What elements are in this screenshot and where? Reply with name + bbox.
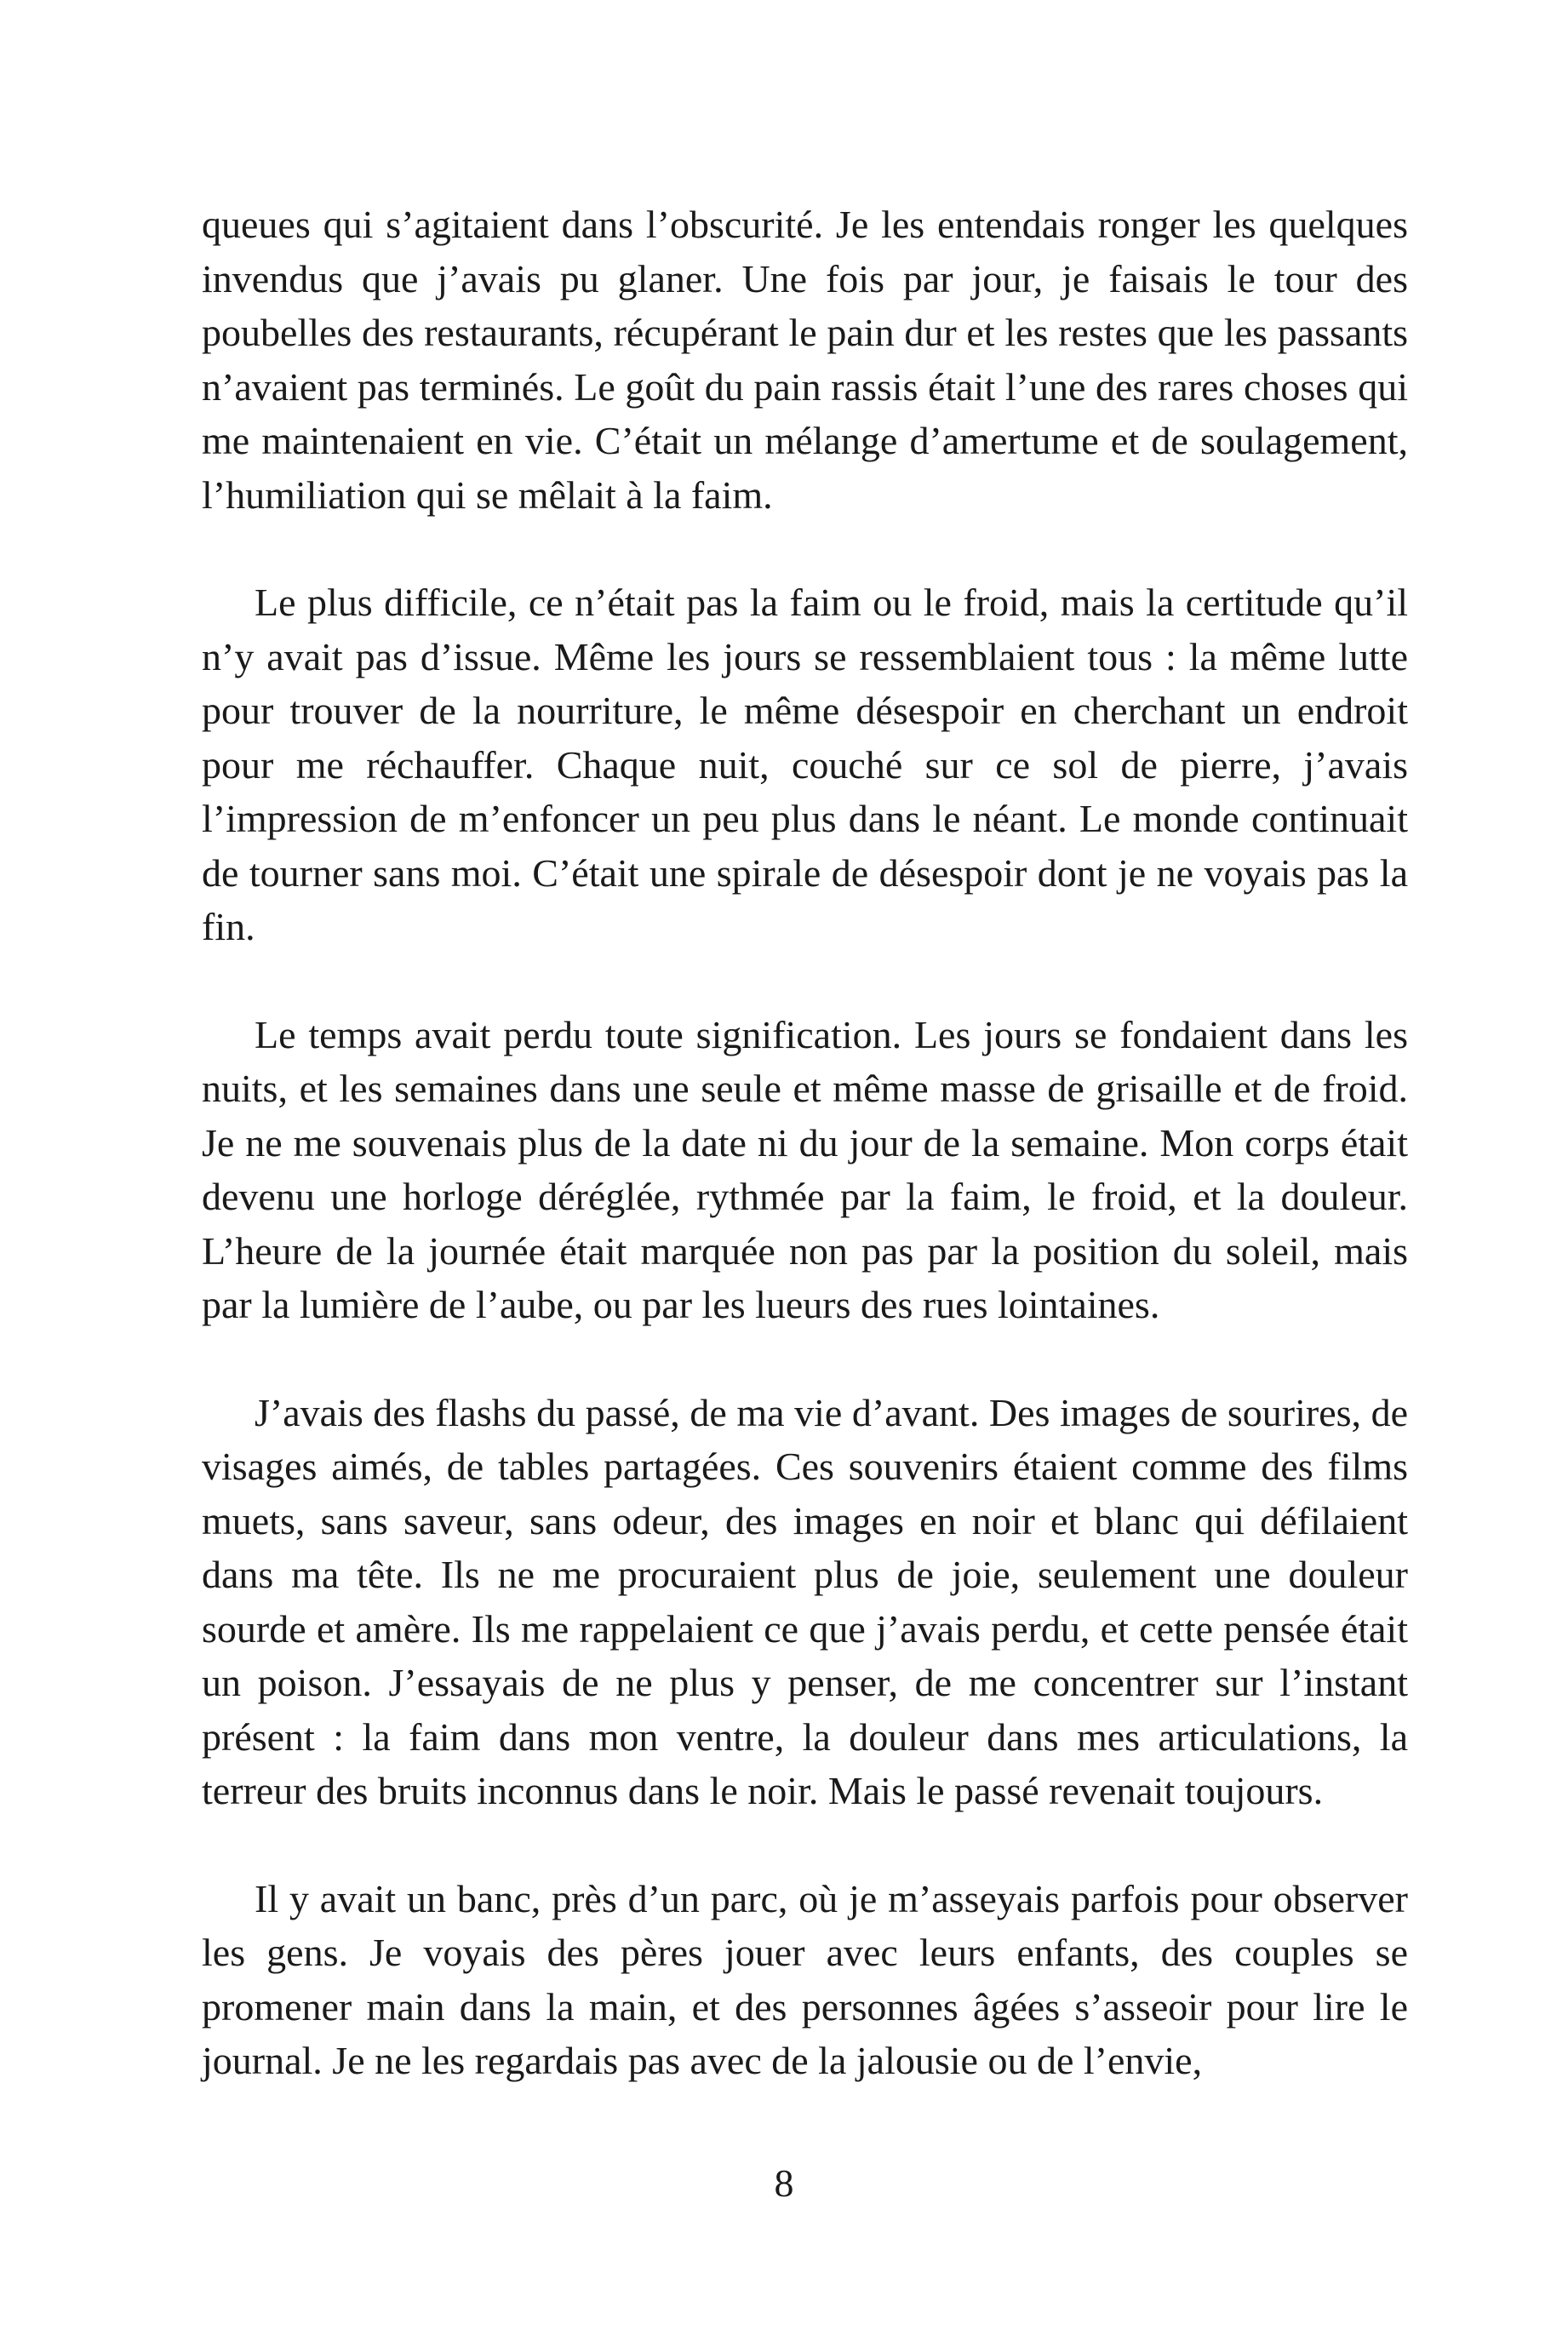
paragraph-4: J’avais des flashs du passé, de ma vie d’avant. Des images de sourires, de visages aimés, de tables partagées. Ces souvenirs étaient comme des films muets, sans saveur, sans odeur, des images en noir et blanc qui défilaient dans ma tête. Ils ne me procuraient plus de joie, seulement une douleur sourde et amère. Ils me rappelaient ce que j’avais perdu, et cette pensée était un poison. J’essayais de ne plus y penser, de me concentrer sur l’instant présent : la faim dans mon ventre, la douleur dans mes articulations, la terreur des bruits inconnus dans le noir. Mais le passé revenait toujours. bbox=[202, 1390, 1408, 1812]
paragraph-3: Le temps avait perdu toute signification. Les jours se fondaient dans les nuits, et les semaines dans une seule et même masse de grisaille et de froid. Je ne me souvenais plus de la date ni du jour de la semaine. Mon corps était devenu une horloge déréglée, rythmée par la faim, le froid, et la douleur. L’heure de la journée était marquée non pas par la position du soleil, mais par la lumière de l’aube, ou par les lueurs des rues lointaines. bbox=[202, 1012, 1408, 1326]
page-number: 8 bbox=[774, 2161, 794, 2205]
paragraph-2: Le plus difficile, ce n’était pas la faim ou le froid, mais la certitude qu’il n’y avait pas d’issue. Même les jours se ressemblaient tous : la même lutte pour trouver de la nourriture, le même désespoir en cherchant un endroit pour me réchauffer. Chaque nuit, couché sur ce sol de pierre, j’avais l’impression de m’enfoncer un peu plus dans le néant. Le monde continuait de tourner sans moi. C’était une spirale de désespoir dont je ne voyais pas la fin. bbox=[202, 581, 1408, 948]
paragraph-5: Il y avait un banc, près d’un parc, où je m’asseyais parfois pour observer les gens. Je voyais des pères jouer avec leurs enfants, des couples se promener main dans la main, et des personnes âgées s’asseoir pour lire le journal. Je ne les regardais pas avec de la jalousie ou de l’envie, bbox=[202, 1876, 1408, 2082]
body-text bbox=[202, 197, 1408, 2088]
paragraph-1: queues qui s’agitaient dans l’obscurité. Je les entendais ronger les quelques invendus que j’avais pu glaner. Une fois par jour, je faisais le tour des poubelles des restaurants, récupérant le pain dur et les restes que les passants n’avaient pas terminés. Le goût du pain rassis était l’une des rares choses qui me maintenaient en vie. C’était un mélange d’amertume et de soulagement, l’humiliation qui se mêlait à la faim. bbox=[202, 203, 1408, 517]
